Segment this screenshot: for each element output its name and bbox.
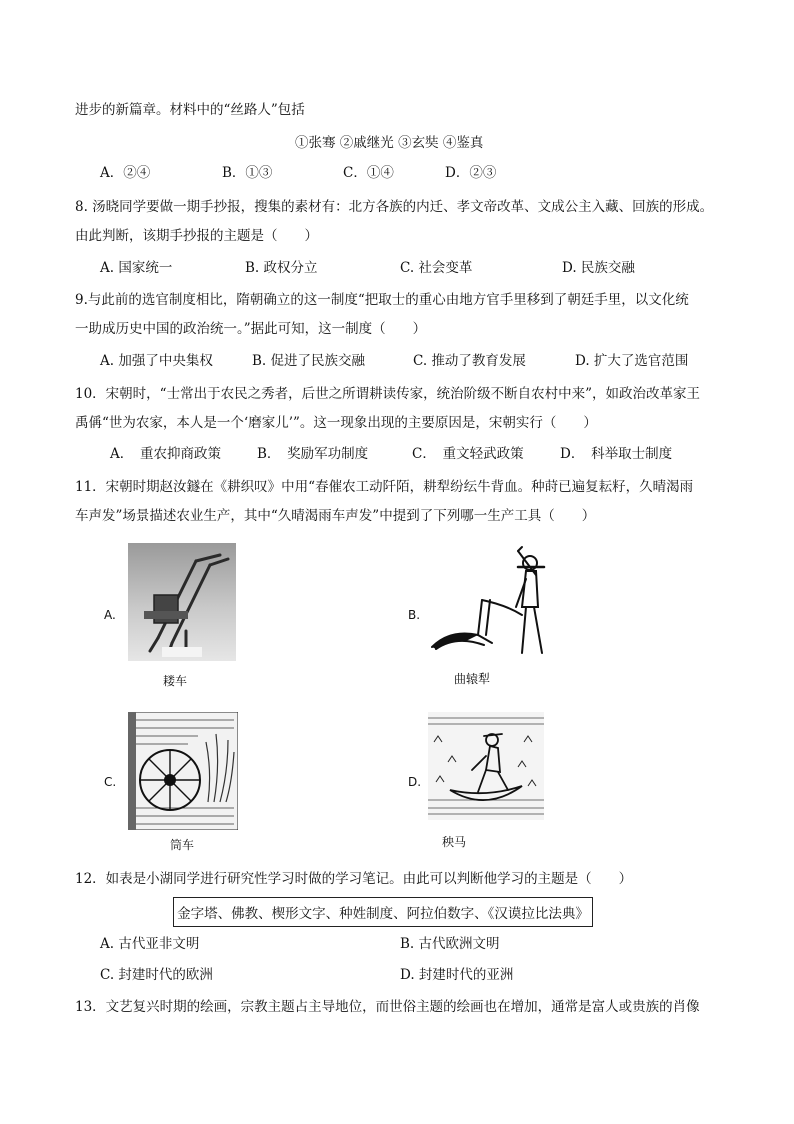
q12-notes-text: 金字塔、佛教、楔形文字、种姓制度、阿拉伯数字、《汉谟拉比法典》 bbox=[177, 906, 589, 922]
q8-option-b: B. 政权分立 bbox=[245, 260, 318, 276]
q7-option-b: B．①③ bbox=[222, 165, 273, 181]
q7-option-a: A．②④ bbox=[100, 165, 151, 181]
q8-line-1: 8. 汤晓同学要做一期手抄报，搜集的素材有：北方各族的内迁、孝文帝改革、文成公主入藏、回族的形成。 bbox=[75, 199, 714, 215]
q7-continuation: 进步的新篇章。材料中的“丝路人”包括 bbox=[75, 102, 305, 118]
q10-line-2: 禹偁“世为农家，本人是一个‘磨家儿’”。这一现象出现的主要原因是，宋朝实行（ ） bbox=[75, 415, 597, 431]
q9-option-d: D. 扩大了选官范围 bbox=[575, 353, 689, 369]
q7-option-d: D．②③ bbox=[445, 165, 497, 181]
transplanting-horse-illustration bbox=[428, 712, 544, 820]
image-b-letter: B. bbox=[408, 608, 421, 622]
q9-option-b: B. 促进了民族交融 bbox=[252, 353, 366, 369]
q8-line-2: 由此判断，该期手抄报的主题是（ ） bbox=[75, 228, 318, 244]
q9-option-a: A. 加强了中央集权 bbox=[100, 353, 213, 369]
transplanting-horse-caption: 秧马 bbox=[442, 835, 467, 849]
q9-option-c: C. 推动了教育发展 bbox=[413, 353, 526, 369]
q12-notes-box bbox=[173, 897, 593, 927]
q9-line-1: 9.与此前的选官制度相比，隋朝确立的这一制度“把取士的重心由地方官手里移到了朝廷手里，以文化统 bbox=[75, 292, 689, 308]
q8-option-c: C. 社会变革 bbox=[400, 260, 473, 276]
seed-drill-photo bbox=[128, 543, 236, 661]
q11-line-2: 车声发”场景描述农业生产，其中“久晴渴雨车声发”中提到了下列哪一生产工具（ ） bbox=[75, 508, 596, 524]
seed-drill-caption: 耧车 bbox=[163, 674, 188, 688]
q12-line-1: 12．如表是小湖同学进行研究性学习时做的学习笔记。由此可以判断他学习的主题是（ ） bbox=[75, 871, 633, 887]
curved-plough-caption: 曲辕犁 bbox=[454, 672, 491, 686]
q7-items: ①张骞 ②戚继光 ③玄奘 ④鉴真 bbox=[295, 135, 484, 151]
q13-line-1: 13．文艺复兴时期的绘画，宗教主题占主导地位，而世俗主题的绘画也在增加，通常是富人或贵族的肖像 bbox=[75, 999, 700, 1015]
q10-line-1: 10．宋朝时，“士常出于农民之秀者，后世之所谓耕读传家，统治阶级不断自农村中来”，如政治改革家王 bbox=[75, 386, 700, 402]
water-wheel-caption: 筒车 bbox=[170, 838, 195, 852]
q10-option-d: D． 科举取士制度 bbox=[560, 446, 673, 462]
q8-option-d: D. 民族交融 bbox=[562, 260, 635, 276]
q8-option-a: A. 国家统一 bbox=[100, 260, 173, 276]
q11-line-1: 11．宋朝时期赵汝鐩在《耕织叹》中用“春催农工动阡陌，耕犁纷纭牛背血。种莳已遍复耘籽，久晴渴雨 bbox=[75, 479, 694, 495]
water-wheel-illustration bbox=[128, 712, 238, 830]
image-d-letter: D. bbox=[408, 775, 422, 789]
curved-plough-illustration bbox=[426, 545, 554, 663]
q12-option-a: A. 古代亚非文明 bbox=[100, 936, 200, 952]
q12-option-d: D. 封建时代的亚洲 bbox=[400, 967, 514, 983]
q9-line-2: 一助成历史中国的政治统一。”据此可知，这一制度（ ） bbox=[75, 321, 427, 337]
q10-option-a: A． 重农抑商政策 bbox=[110, 446, 221, 462]
q12-option-b: B. 古代欧洲文明 bbox=[400, 936, 500, 952]
q7-option-c: C．①④ bbox=[343, 165, 394, 181]
q10-option-c: C． 重文轻武政策 bbox=[412, 446, 524, 462]
image-c-letter: C. bbox=[104, 775, 117, 789]
image-a-letter: A. bbox=[104, 608, 116, 622]
q10-option-b: B． 奖励军功制度 bbox=[257, 446, 369, 462]
q12-option-c: C. 封建时代的欧洲 bbox=[100, 967, 213, 983]
